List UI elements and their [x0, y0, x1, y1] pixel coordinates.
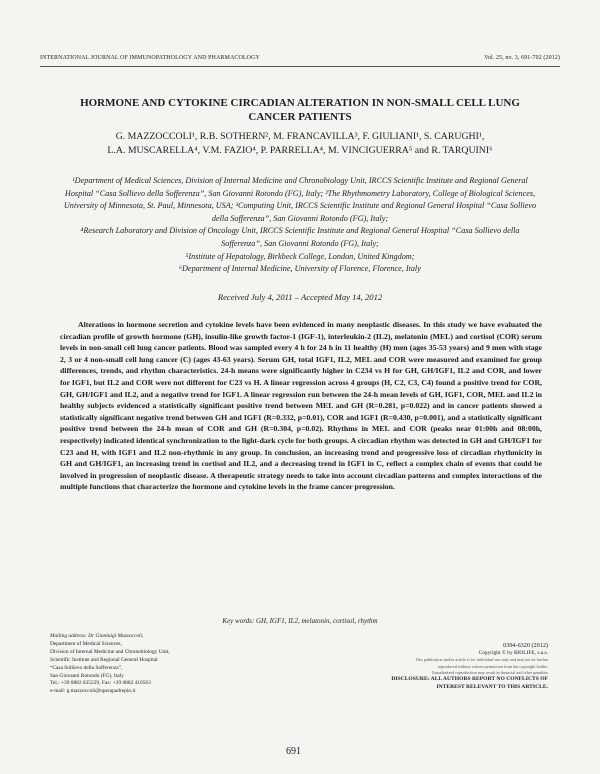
- article-title: HORMONE AND CYTOKINE CIRCADIAN ALTERATION IN NON-SMALL CELL LUNG CANCER PATIENTS: [80, 97, 520, 123]
- author-line: G. MAZZOCCOLI¹, R.B. SOTHERN², M. FRANCAVILLA³, F. GIULIANI¹, S. CARUGHI¹,: [115, 131, 485, 142]
- mailing-line: Scientific Institute and Regional General Hospital: [50, 656, 158, 663]
- mailing-line: Tel.: +39 0882 835229, Fax: +39 0882 410563: [50, 680, 151, 687]
- keywords: Key words: GH, IGF1, IL2, melatonin, cortisol, rhythm: [222, 617, 378, 625]
- rights-fine-print: This publication and/or article is for individual use only and may not be further: [415, 657, 548, 663]
- mailing-line: Department of Medical Sciences,: [50, 640, 122, 647]
- rights-fine-print: reproduced without written permission from the copyright holder.: [437, 663, 548, 669]
- running-header: [40, 55, 560, 61]
- affiliation: ⁵Institute of Hepatology, Birkbeck College, London, United Kingdom;: [185, 251, 415, 261]
- mailing-heading: Mailing address: Dr Gianluigi Mazzoccoli,: [50, 633, 144, 639]
- rights-fine-print: Unauthorized reproduction may result in financial and other penalties: [431, 670, 548, 675]
- affiliation: ¹Department of Medical Sciences, Division of Internal Medicine and Chronobiology Unit, IRCCS Scientific Institute and Regional General Hospital “Casa Sollievo della Sofferenza”, San Giovanni Rotondo (FG), Italy; ²The Rhythmometry Laboratory, College of Biological Sciences, University of Minnesota, St. Paul, Minnesota, USA; ³Computing Unit, IRCCS Scientific Institute and Regional General Hospital “Casa Sollievo della Sofferenza”, San Giovanni Rotondo (FG), Italy;: [63, 176, 537, 223]
- affiliation: ⁴Research Laboratory and Division of Oncology Unit, IRCCS Scientific Institute and Regional General Hospital “Casa Sollievo della Sofferenza”, San Giovanni Rotondo (FG), Italy;: [80, 226, 520, 248]
- mailing-line: San Giovanni Rotondo (FG), Italy: [50, 672, 124, 679]
- header-rule: [40, 66, 560, 67]
- rights-notice: [360, 642, 548, 692]
- issn: 0394-6320 (2012): [503, 642, 548, 649]
- journal-name: INTERNATIONAL JOURNAL OF IMMUNOPATHOLOGY AND PHARMACOLOGY: [40, 55, 260, 61]
- mailing-email[interactable]: e-mail: g.mazzoccoli@operapadrepio.it: [50, 688, 136, 695]
- affiliation: ⁶Department of Internal Medicine, University of Florence, Florence, Italy: [179, 264, 421, 274]
- abstract: Alterations in hormone secretion and cytokine levels have been evidenced in many neoplastic diseases. In this study we have evaluated the circadian profile of growth hormone (GH), insulin-like growth factor-1 (IGF-1), interleukin-2 (IL2), melatonin (MEL) and cortisol (COR) serum levels in non-small cell lung cancer patients. Blood was sampled every 4 h for 24 h in 11 healthy (H) men (ages 35-53 years) and 9 men with stage 2, 3 or 4 non-small cell lung cancer (C) (ages 43-63 years). Serum GH, total IGF1, IL2, MEL and COR were measured and examined for group differences, trends, and rhythm characteristics. 24-h means were significantly higher in C234 vs H for GH, GH/IGF1, IL2 and COR, and lower for IGF1, but IL2 and COR were not different for C23 vs H. A linear regression across 4 groups (H, C2, C3, C4) found a positive trend for COR, GH, GH/IGF1 and IL2, and a negative trend for IGF1. A linear regression run between the 24-h mean levels of GH, IGF1, COR, MEL and IL2 in healthy subjects evidenced a statistically significant positive trend between MEL and GH (R=0.281, p=0.022) and in cancer patients showed a statistically significant negative trend between GH and IGF1 (R=0.332, p=0.01), COR and IGF1 (R=0.430, p=0.001), and a statistically significant positive trend between the 24-h mean of COR and GH (R=0.304, p=0.02). Rhythms in MEL and COR (peaks near 01:00h and 08:00h, respectively) indicated identical synchronization to the light-dark cycle for both groups. A circadian rhythm was detected in GH and GH/IGF1 for C23 and H, with IGF1 and IL2 non-rhythmic in any group. In conclusion, an increasing trend and progressive loss of circadian rhythmicity in GH and GH/IGF1, an increasing trend in cortisol and IL2, and a decreasing trend in IGF1 in C, reflect a complex chain of events that could be involved in progression of neoplastic disease. A therapeutic strategy needs to take into account circadian patterns and complex interactions of the multiple functions that characterize the hormone and cytokine levels in the frame cancer progression.: [60, 320, 542, 492]
- copyright: Copyright © by BIOLIFE, s.a.s.: [478, 649, 548, 656]
- volume-info: Vol. 25, no. 3, 691-702 (2012): [484, 55, 560, 61]
- mailing-address: [50, 633, 235, 696]
- mailing-line: Division of Internal Medicine and Chronobiology Unit,: [50, 648, 170, 655]
- disclosure: INTEREST RELEVANT TO THIS ARTICLE.: [436, 684, 548, 690]
- affiliations: [62, 175, 538, 276]
- author-line: L.A. MUSCARELLA⁴, V.M. FAZIO⁴, P. PARRELLA⁴, M. VINCIGUERRA⁵ and R. TARQUINI⁶: [107, 145, 493, 156]
- page-number: 691: [286, 746, 301, 757]
- mailing-line: “Casa Sollievo della Sofferenza”,: [50, 664, 123, 671]
- received-dates: Received July 4, 2011 – Accepted May 14, 2012: [217, 292, 383, 302]
- author-list: [50, 130, 550, 158]
- disclosure: DISCLOSURE: ALL AUTHORS REPORT NO CONFLICTS OF: [391, 676, 548, 683]
